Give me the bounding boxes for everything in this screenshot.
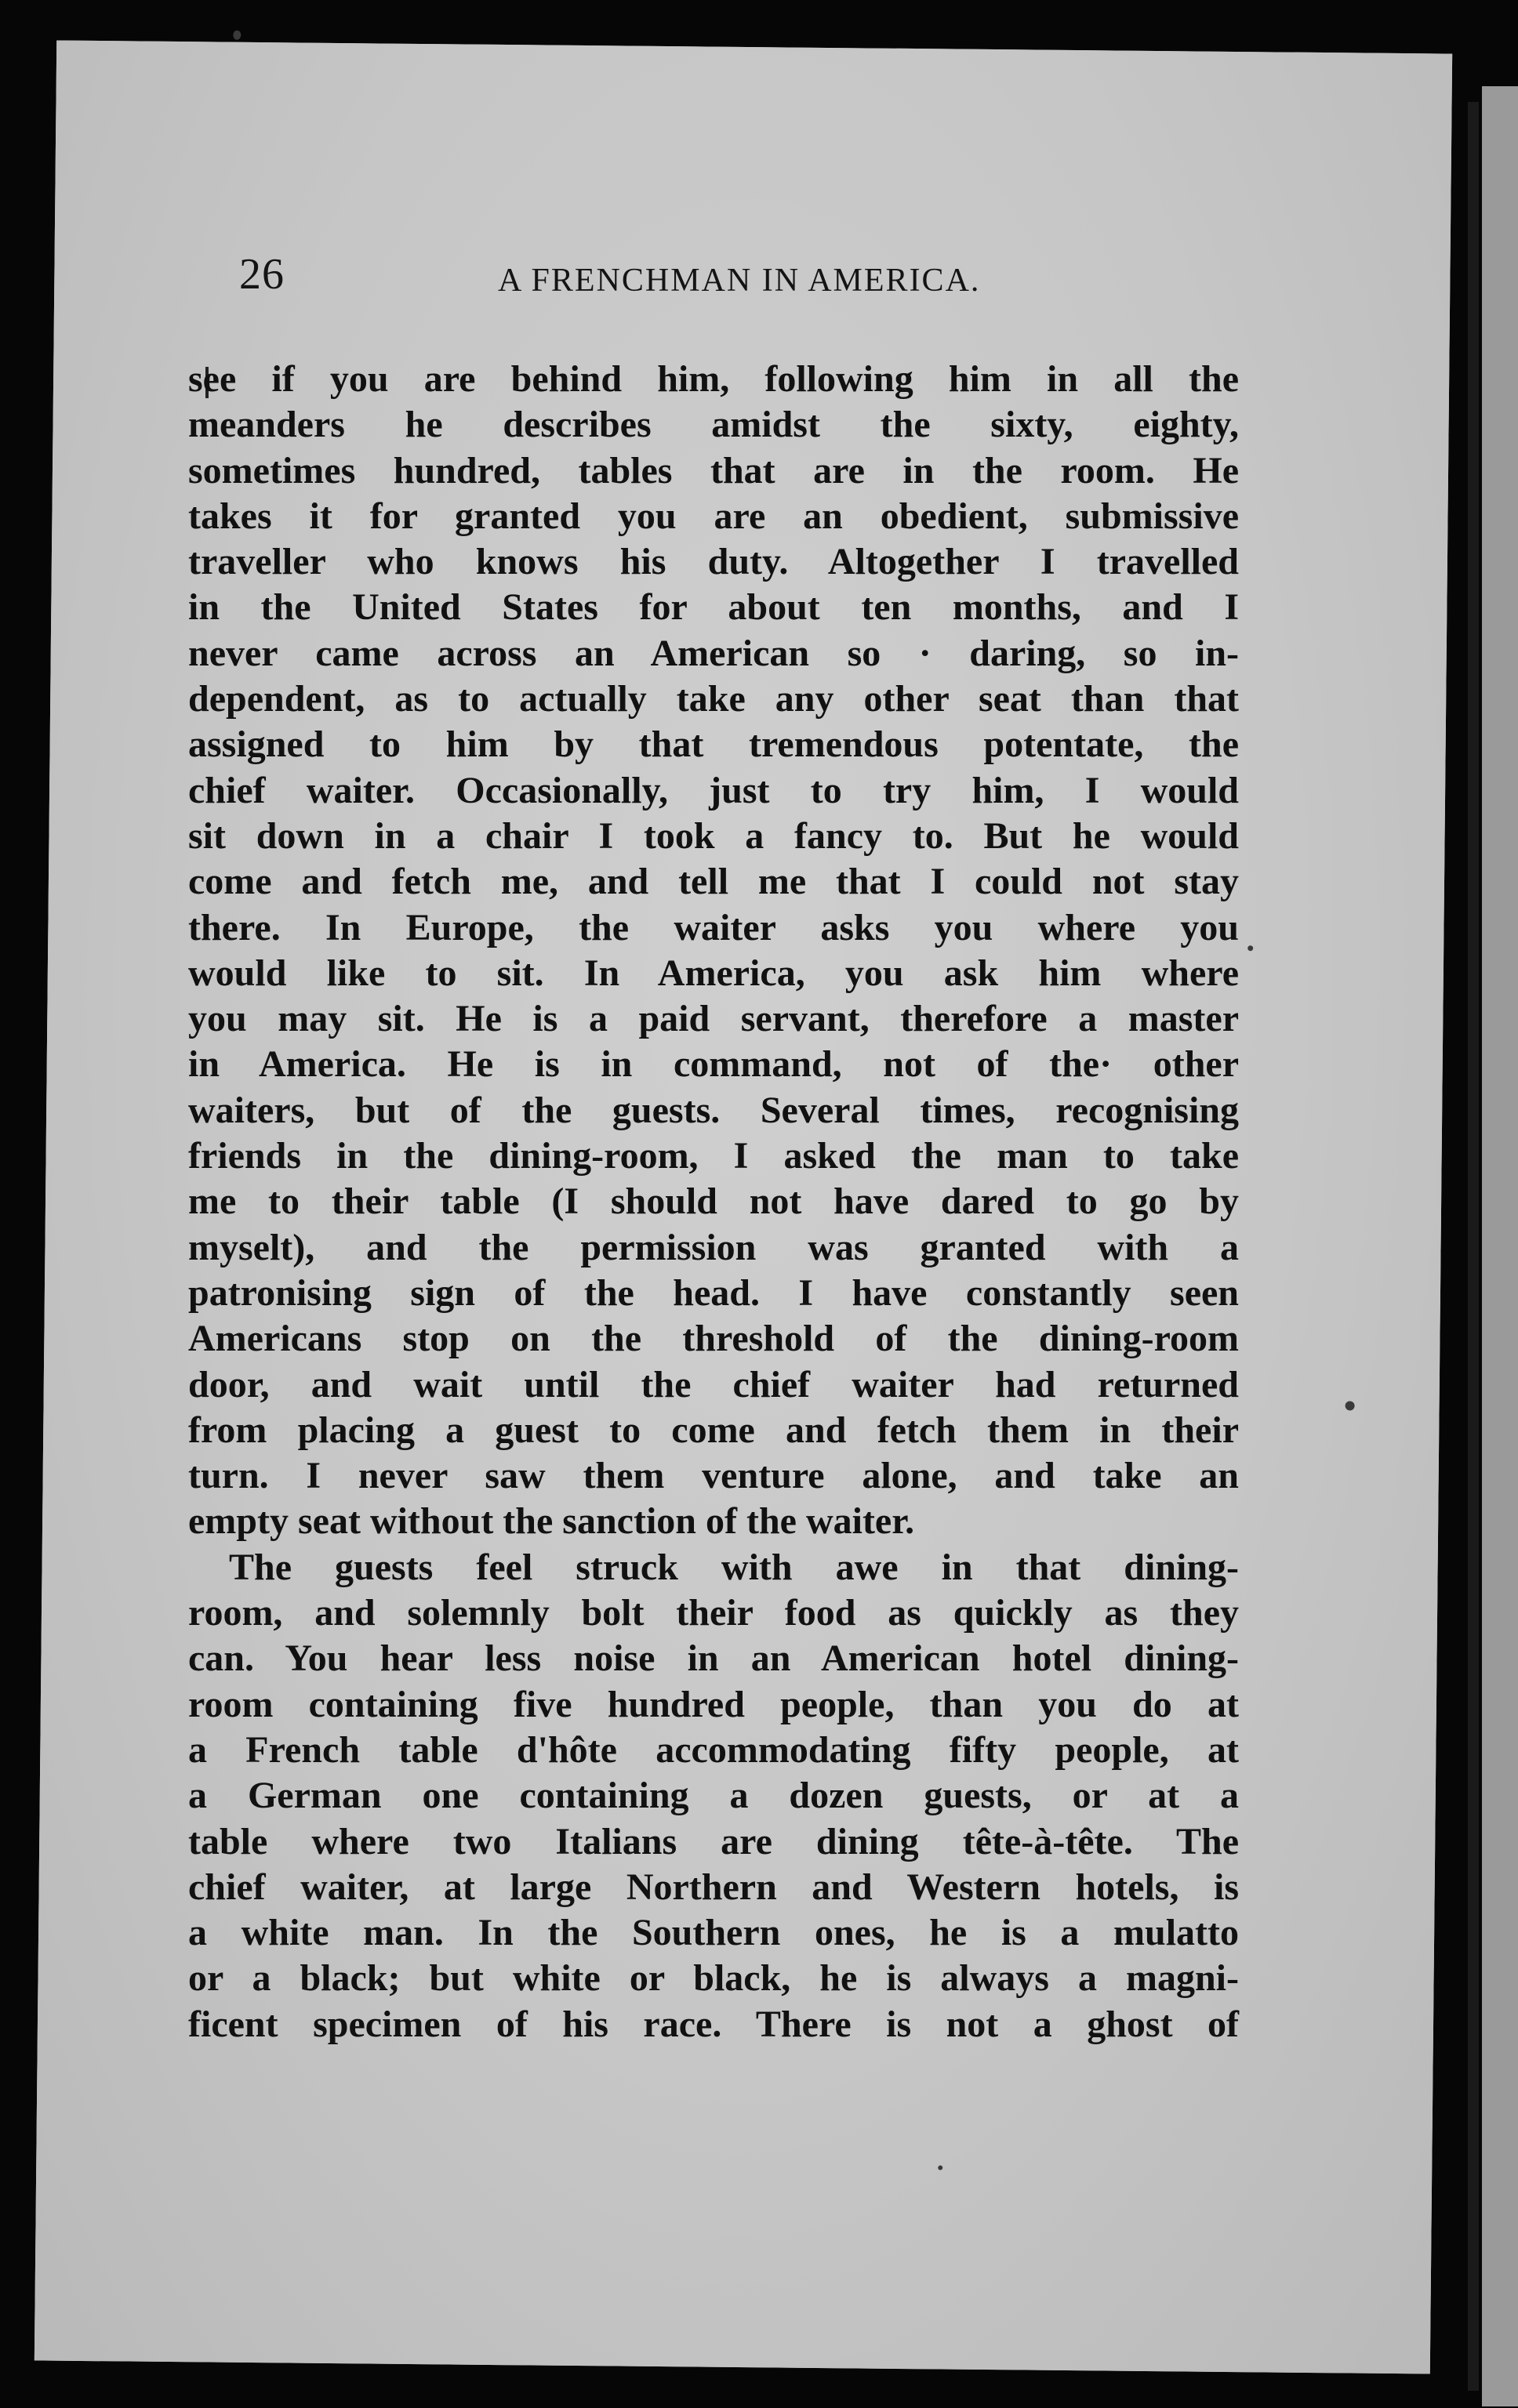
text-line: dependent, as to actually take any other seat than that <box>188 678 1239 720</box>
text-line: or a black; but white or black, he is always a magni- <box>188 1957 1239 2000</box>
text-line: ficent specimen of his race. There is not a ghost of <box>188 2003 1239 2045</box>
text-line: traveller who knows his duty. Altogether I travelled <box>188 541 1239 583</box>
text-line: in the United States for about ten months, and I <box>188 586 1239 629</box>
text-line: room, and solemnly bolt their food as quickly as they <box>188 1592 1239 1634</box>
text-line: there. In Europe, the waiter asks you where you <box>188 906 1239 948</box>
text-line: empty seat without the sanction of the waiter. <box>188 1500 915 1543</box>
facing-page-edge <box>1482 86 1518 2406</box>
text-line: you may sit. He is a paid servant, therefore a master <box>188 998 1239 1040</box>
text-line: The guests feel struck with awe in that dining- <box>229 1546 1239 1588</box>
text-line: assigned to him by that tremendous potentate, the <box>188 723 1239 766</box>
text-line: room containing five hundred people, than you do at <box>188 1683 1239 1725</box>
ink-speck <box>1346 1401 1355 1410</box>
page-header <box>192 249 1290 320</box>
text-line: a German one containing a dozen guests, or at a <box>188 1775 1239 1817</box>
text-line: door, and wait until the chief waiter had returned <box>188 1363 1239 1405</box>
text-line: in America. He is in command, not of the· other <box>188 1043 1239 1086</box>
ink-speck <box>938 2165 942 2170</box>
body-text <box>188 357 1239 2047</box>
text-line: myselt), and the permission was granted with a <box>188 1226 1239 1268</box>
text-line: me to their table (I should not have dared to go by <box>188 1180 1239 1223</box>
text-line: a French table d'hôte accommodating fifty people, at <box>188 1728 1239 1771</box>
ink-speck <box>233 31 241 40</box>
text-line: patronising sign of the head. I have constantly seen <box>188 1271 1239 1314</box>
text-line: takes it for granted you are an obedient, submissive <box>188 495 1239 537</box>
page-number: 26 <box>239 250 285 299</box>
running-title: A FRENCHMAN IN AMERICA. <box>498 263 981 299</box>
text-line: chief waiter. Occasionally, just to try him, I would <box>188 769 1239 811</box>
text-line: turn. I never saw them venture alone, and take an <box>188 1455 1239 1497</box>
text-line: friends in the dining-room, I asked the man to take <box>188 1135 1239 1177</box>
ink-speck <box>1247 945 1253 951</box>
text-line: never came across an American so · daring, so in- <box>188 632 1239 674</box>
text-line: from placing a guest to come and fetch them in their <box>188 1409 1239 1451</box>
text-line: would like to sit. In America, you ask him where <box>188 952 1239 994</box>
text-line: table where two Italians are dining tête-à-tête. The <box>188 1820 1239 1862</box>
text-line: can. You hear less noise in an American hotel dining- <box>188 1637 1239 1680</box>
text-line: sometimes hundred, tables that are in the room. He <box>188 449 1239 491</box>
text-line: sit down in a chair I took a fancy to. But he would <box>188 814 1239 857</box>
text-line: Americans stop on the threshold of the dining-room <box>188 1318 1239 1360</box>
text-line: chief waiter, at large Northern and Western hotels, is <box>188 1866 1239 1908</box>
text-line: waiters, but of the guests. Several times, recognising <box>188 1089 1239 1131</box>
text-line: meanders he describes amidst the sixty, eighty, <box>188 404 1239 446</box>
text-line: a white man. In the Southern ones, he is a mulatto <box>188 1912 1239 1954</box>
text-line: see if you are behind him, following him in all the <box>188 358 1239 400</box>
text-line: come and fetch me, and tell me that I could not stay <box>188 861 1239 903</box>
book-gutter <box>1468 102 1479 2391</box>
